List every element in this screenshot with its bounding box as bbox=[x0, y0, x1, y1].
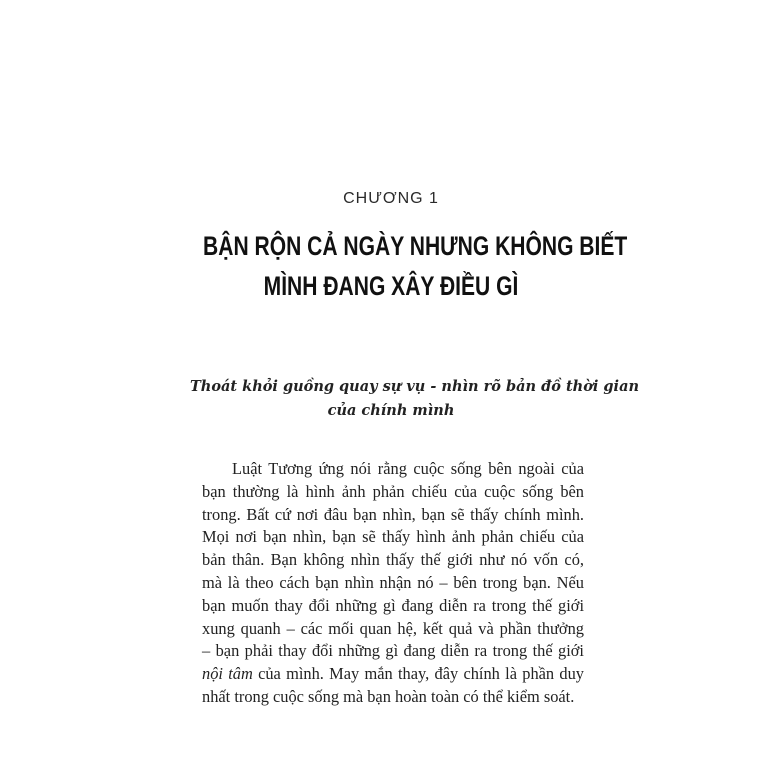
chapter-title bbox=[203, 226, 628, 306]
body-line: Luật Tương ứng nói rằng cuộc sống bên ngoài của bbox=[232, 459, 584, 478]
body-line: bạn muốn thay đổi những gì đang diễn ra trong thế giới bbox=[202, 595, 584, 615]
body-line: bạn thường là hình ảnh phản chiếu của cuộc sống bên bbox=[202, 481, 584, 501]
chapter-label: CHƯƠNG 1 bbox=[343, 190, 439, 207]
body-line: xung quanh – các mối quan hệ, kết quả và phần thưởng bbox=[202, 618, 584, 638]
body-line: – bạn phải thay đổi những gì đang diễn ra trong thế giới bbox=[202, 641, 584, 661]
body-line-with-emphasis bbox=[202, 663, 584, 686]
body-line: bản thân. Bạn không nhìn thấy thế giới như nó vốn có, bbox=[202, 550, 584, 570]
emphasized-phrase: nội tâm bbox=[202, 664, 253, 684]
subtitle-line-2: của chính mình bbox=[327, 402, 455, 419]
section-subtitle bbox=[190, 375, 640, 423]
subtitle-line-1: Thoát khỏi guồng quay sự vụ - nhìn rõ bản đồ thời gian bbox=[190, 378, 640, 395]
body-line: Mọi nơi bạn nhìn, bạn sẽ thấy hình ảnh phản chiếu của bbox=[202, 527, 584, 547]
body-paragraph bbox=[202, 458, 584, 709]
chapter-title-line-1: BẬN RỘN CẢ NGÀY NHƯNG KHÔNG BIẾT bbox=[203, 231, 628, 261]
chapter-title-line-2: MÌNH ĐANG XÂY ĐIỀU GÌ bbox=[263, 271, 519, 301]
body-line: mà là theo cách bạn nhìn nhận nó – bên trong bạn. Nếu bbox=[202, 572, 584, 592]
body-line-remainder: của mình. May mắn thay, đây chính là phần duy bbox=[252, 664, 584, 684]
body-line: trong. Bất cứ nơi đâu bạn nhìn, bạn sẽ thấy chính mình. bbox=[202, 504, 584, 524]
body-line-last: nhất trong cuộc sống mà bạn hoàn toàn có thể kiểm soát. bbox=[202, 686, 575, 706]
